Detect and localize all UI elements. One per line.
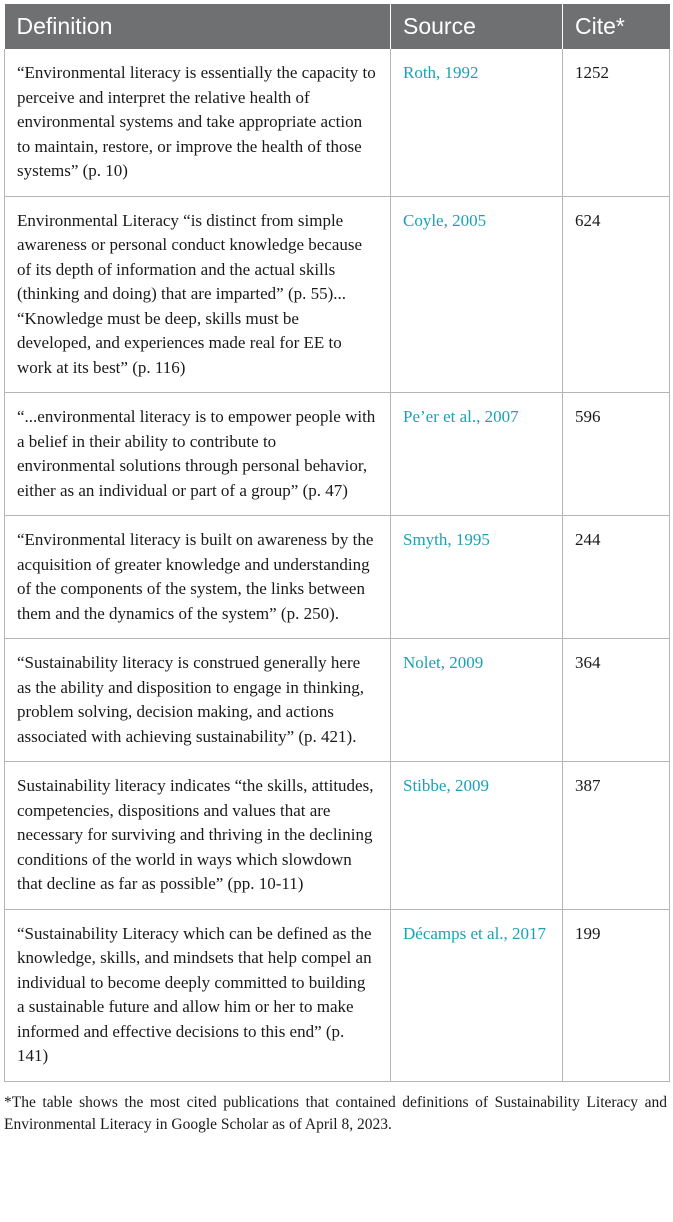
source-link[interactable]: Nolet, 2009 <box>403 653 484 672</box>
definition-cell: “Environmental literacy is essentially the capacity to perceive and interpret the relative health of environmental systems and take appropriate action to maintain, restore, or improve the health of those systems” (p. 10) <box>5 49 391 196</box>
header-cite: Cite* <box>563 4 670 49</box>
table-footnote: *The table shows the most cited publications that contained definitions of Sustainability Literacy and Environmental Literacy in Google Scholar as of April 8, 2023. <box>4 1093 667 1133</box>
header-definition: Definition <box>5 4 391 49</box>
source-cell <box>391 639 563 762</box>
source-cell <box>391 516 563 639</box>
cite-cell: 596 <box>563 393 670 516</box>
source-link[interactable]: Smyth, 1995 <box>403 530 490 549</box>
cite-cell: 199 <box>563 909 670 1081</box>
table-row <box>5 516 670 639</box>
source-link[interactable]: Coyle, 2005 <box>403 210 487 230</box>
source-cell <box>391 909 563 1081</box>
cite-cell: 244 <box>563 516 670 639</box>
cite-cell: 387 <box>563 762 670 910</box>
table-row <box>5 49 670 196</box>
table-row <box>5 762 670 910</box>
table-row <box>5 909 670 1081</box>
table-body <box>5 49 670 1081</box>
table-row <box>5 639 670 762</box>
source-cell <box>391 196 563 393</box>
cite-cell: 1252 <box>563 49 670 196</box>
document-page <box>4 4 669 1136</box>
definition-cell: Sustainability literacy indicates “the skills, attitudes, competencies, dispositions and values that are necessary for surviving and thriving in the declining conditions of the world in ways which slowdown that decline as far as possible” (pp. 10-11) <box>5 762 391 910</box>
source-link[interactable]: Décamps et al., 2017 <box>403 923 547 943</box>
header-source: Source <box>391 4 563 49</box>
cite-cell: 624 <box>563 196 670 393</box>
source-link[interactable]: Pe’er et al., 2007 <box>403 407 519 426</box>
cite-cell: 364 <box>563 639 670 762</box>
source-link[interactable]: Roth, 1992 <box>403 63 479 82</box>
source-link[interactable]: Stibbe, 2009 <box>403 776 489 795</box>
source-cell <box>391 762 563 910</box>
source-cell <box>391 393 563 516</box>
table-row <box>5 196 670 393</box>
source-cell <box>391 49 563 196</box>
table-row <box>5 393 670 516</box>
definition-cell: “Environmental literacy is built on awareness by the acquisition of greater knowledge and understanding of the components of the system, the links between them and the dynamics of the system” (p. 250). <box>5 516 391 639</box>
definition-cell: “Sustainability Literacy which can be defined as the knowledge, skills, and mindsets that help compel an individual to become deeply committed to building a sustainable future and allow him or her to make informed and effective decisions to this end” (p. 141) <box>5 909 391 1081</box>
table-header <box>5 4 670 49</box>
definitions-table <box>4 4 670 1082</box>
header-row <box>5 4 670 49</box>
definition-cell: “...environmental literacy is to empower people with a belief in their ability to contribute to environmental solutions through personal behavior, either as an individual or part of a group” (p. 47) <box>5 393 391 516</box>
definition-cell: “Sustainability literacy is construed generally here as the ability and disposition to engage in thinking, problem solving, decision making, and actions associated with achieving sustainability” (p. 421). <box>5 639 391 762</box>
definition-cell: Environmental Literacy “is distinct from simple awareness or personal conduct knowledge because of its depth of information and the actual skills (thinking and doing) that are imparted” (p. 55)... “Knowledge must be deep, skills must be developed, and experiences made real for EE to work at its best” (p. 116) <box>5 196 391 393</box>
